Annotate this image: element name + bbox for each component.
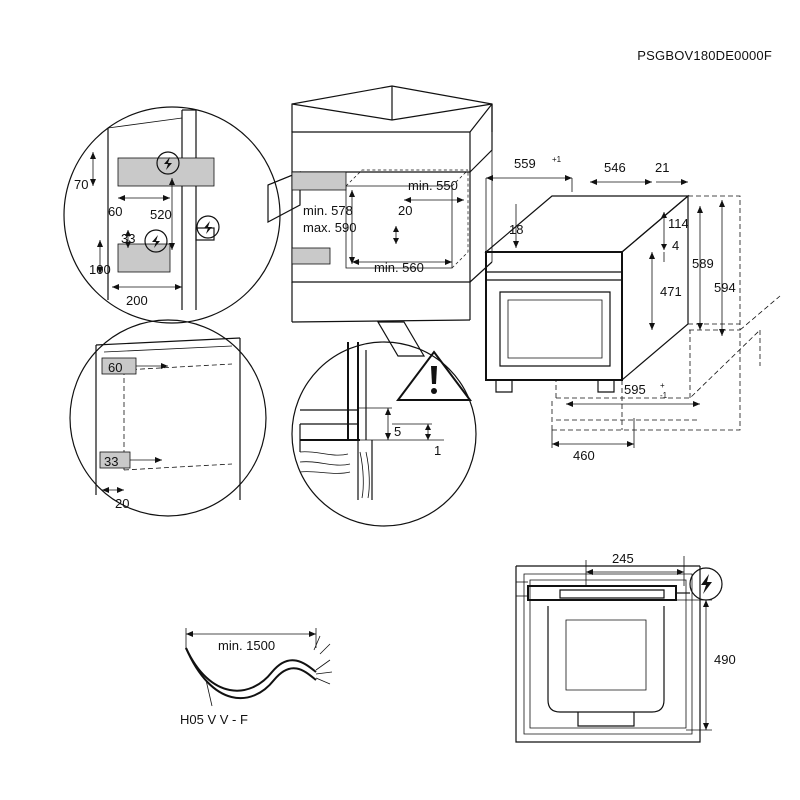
document-code: PSGBOV180DE0000F bbox=[637, 48, 772, 63]
warning-triangle-icon bbox=[398, 352, 470, 400]
dim-max-590: max. 590 bbox=[303, 220, 357, 235]
dim-595: 595 bbox=[624, 382, 646, 397]
oven-perspective-view bbox=[486, 155, 780, 463]
cable-type-label: H05 V V - F bbox=[180, 712, 248, 727]
dim-589: 589 bbox=[692, 256, 714, 271]
dim-460: 460 bbox=[573, 448, 595, 463]
worktop-detail-view bbox=[292, 342, 476, 526]
detail-view-bottom-left bbox=[70, 320, 266, 516]
dim-559-tol: +1 bbox=[552, 155, 562, 164]
power-bolt-icon bbox=[690, 568, 722, 600]
detail-view-top-left bbox=[64, 107, 280, 323]
power-cable-view bbox=[180, 628, 332, 727]
dim-594: 594 bbox=[714, 280, 736, 295]
dim-detail-33: 33 bbox=[104, 454, 119, 469]
dim-min-578: min. 578 bbox=[303, 203, 353, 218]
niche-view bbox=[292, 86, 492, 356]
dim-490: 490 bbox=[714, 652, 736, 667]
dim-200: 200 bbox=[126, 293, 148, 308]
dim-1: 1 bbox=[434, 443, 442, 458]
dim-595-tol-up: + bbox=[660, 381, 665, 390]
dim-595-tol-dn: -1 bbox=[660, 391, 668, 400]
dim-559: 559 bbox=[514, 156, 536, 171]
dim-60: 60 bbox=[108, 204, 123, 219]
dim-detail-60: 60 bbox=[108, 360, 123, 375]
dim-33: 33 bbox=[121, 231, 136, 246]
dim-114: 114 bbox=[668, 216, 689, 231]
dim-20: 20 bbox=[398, 203, 413, 218]
dim-4: 4 bbox=[672, 238, 680, 253]
dim-5: 5 bbox=[394, 424, 402, 439]
dim-min-560: min. 560 bbox=[374, 260, 424, 275]
dim-520: 520 bbox=[150, 207, 172, 222]
dim-100: 100 bbox=[89, 262, 111, 277]
dim-min-550: min. 550 bbox=[408, 178, 458, 193]
dim-detail-20: 20 bbox=[115, 496, 130, 511]
dim-18: 18 bbox=[509, 222, 524, 237]
dim-471: 471 bbox=[660, 284, 682, 299]
dim-245: 245 bbox=[612, 551, 634, 566]
dim-21: 21 bbox=[655, 160, 670, 175]
dim-min-1500: min. 1500 bbox=[218, 638, 276, 653]
dim-70: 70 bbox=[74, 177, 89, 192]
dim-546: 546 bbox=[604, 160, 626, 175]
oven-door-open-top-view bbox=[516, 551, 736, 742]
